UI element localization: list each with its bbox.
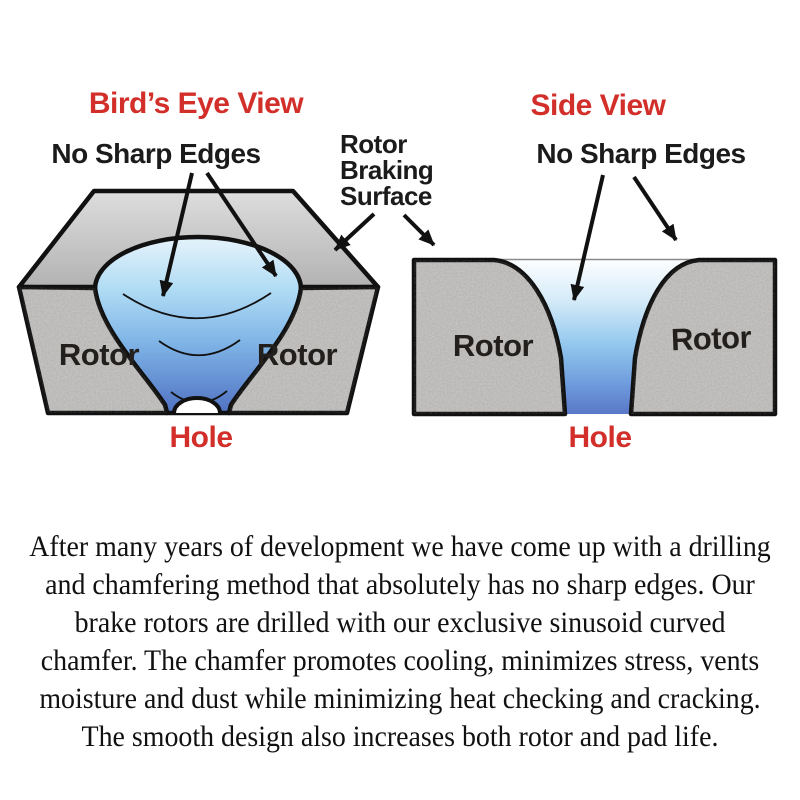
description-paragraph bbox=[0, 528, 800, 756]
no-sharp-edges-label-sideview: No Sharp Edges bbox=[536, 138, 746, 169]
rotor-label-sideview-right: Rotor bbox=[670, 319, 752, 358]
rotor-braking-surface-label bbox=[340, 131, 433, 209]
rotor-label-birdseye-right: Rotor bbox=[256, 337, 338, 372]
arrow-rbs-to-birdseye bbox=[335, 214, 374, 250]
arrow-nse-sideview-right bbox=[634, 177, 676, 240]
birdseye-title: Bird’s Eye View bbox=[88, 87, 304, 120]
sideview-title: Side View bbox=[530, 89, 666, 122]
paragraph-line: The smooth design also increases both rotor and pad life. bbox=[81, 720, 719, 753]
rbs-line-3: Surface bbox=[340, 181, 432, 211]
rbs-line-2: Braking bbox=[340, 155, 434, 185]
rbs-line-1: Rotor bbox=[340, 129, 407, 159]
no-sharp-edges-label-birdseye: No Sharp Edges bbox=[51, 138, 261, 169]
birdseye-hole-notch bbox=[174, 398, 220, 413]
paragraph-line: After many years of development we have come up with a drilling bbox=[29, 530, 771, 563]
arrow-rbs-to-sideview bbox=[404, 215, 434, 245]
paragraph-line: moisture and dust while minimizing heat checking and cracking. bbox=[39, 682, 761, 715]
birdseye-diagram bbox=[19, 191, 378, 413]
paragraph-line: brake rotors are drilled with our exclusive sinusoid curved bbox=[74, 606, 726, 639]
hole-label-sideview: Hole bbox=[568, 421, 632, 454]
rotor-label-sideview-left: Rotor bbox=[452, 328, 534, 363]
rotor-label-birdseye-left: Rotor bbox=[58, 337, 140, 372]
hole-label-birdseye: Hole bbox=[169, 421, 233, 454]
paragraph-line: chamfer. The chamfer promotes cooling, minimizes stress, vents bbox=[40, 644, 760, 677]
paragraph-line: and chamfering method that absolutely has no sharp edges. Our bbox=[45, 568, 755, 601]
